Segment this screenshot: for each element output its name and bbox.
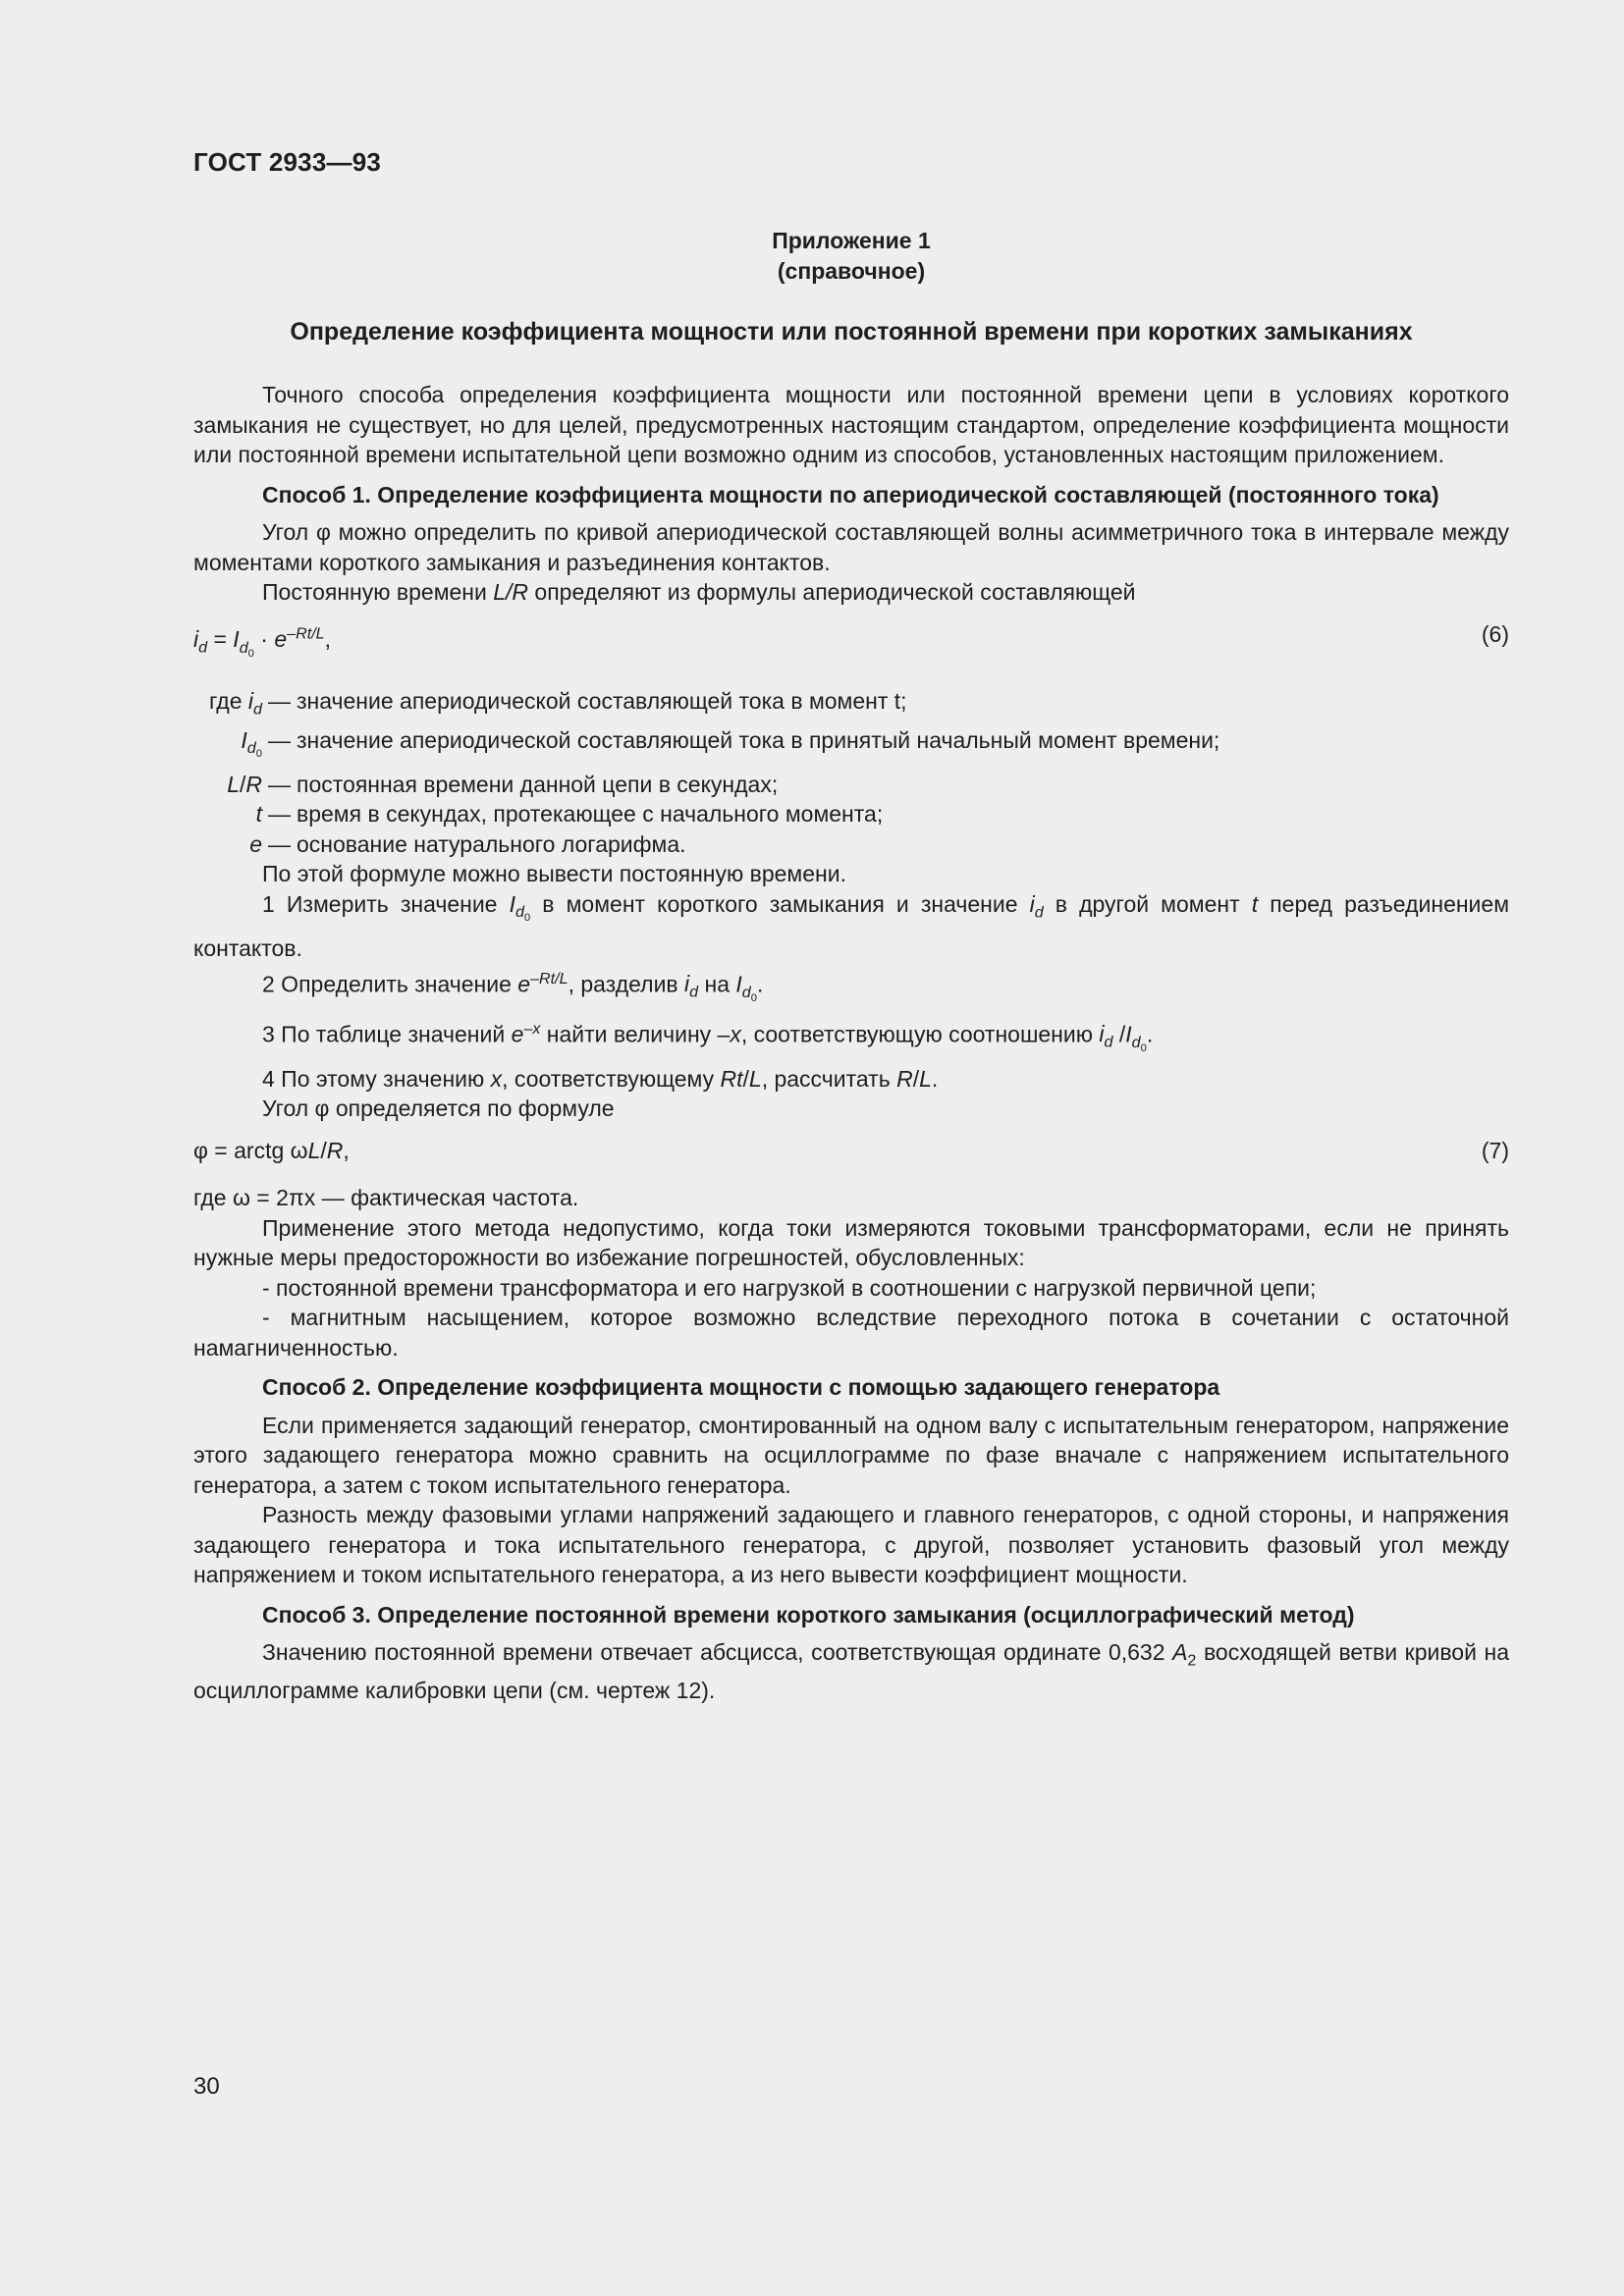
step-2: 2 Определить значение $e^{-Rt/L}$, разделив $i_d$ на $I_{d_0}$. (262, 969, 764, 1005)
definition-row: t — время в секундах, протекающее с начального момента; (193, 799, 1509, 829)
definition-row: $I_{d_0}$ — значение апериодической составляющей тока в принятый начальный момент времени; (193, 725, 1509, 770)
bullet-item: - постоянной времени трансформатора и его нагрузкой в соотношении с нагрузкой первичной цепи; (262, 1274, 1317, 1301)
definition-symbol: L/R (227, 771, 262, 797)
intro-paragraph: Точного способа определения коэффициента мощности или постоянной времени цепи в условиях короткого замыкания не существует, но для целей, предусмотренных настоящим стандартом, определение коэффициента мощности или постоянной времени испытательной цепи возможно одним из способов, установленных настоящим приложением. (193, 382, 1509, 467)
definition-row: e — основание натурального логарифма. (193, 829, 1509, 860)
definitions-list (193, 686, 1509, 859)
formula-7 (193, 1136, 1509, 1166)
definition-row: где $i_d$ — значение апериодической составляющей тока в момент t; (193, 686, 1509, 724)
definition-text: время в секундах, протекающее с начального момента; (297, 801, 884, 828)
definition-text: основание натурального логарифма. (297, 830, 686, 857)
step-1: 1 Измерить значение $I_{d_0}$ в момент короткого замыкания и значение $i_d$ в другой момент t перед разъединением контактов. (193, 890, 1510, 962)
formula-6-expression: $i_d = I_{d_0} \cdot e^{-Rt/L}$, (193, 624, 332, 660)
method1-paragraph-1: Угол φ можно определить по кривой апериодической составляющей волны асимметричного тока в интервале между моментами короткого замыкания и разъединения контактов. (193, 519, 1509, 575)
formula-7-number: (7) (1481, 1137, 1509, 1163)
bullet-item: - магнитным насыщением, которое возможно вследствие переходного потока в сочетании с остаточной намагниченностью. (193, 1305, 1509, 1361)
method2-heading: Способ 2. Определение коэффициента мощности с помощью задающего генератора (262, 1374, 1220, 1401)
method2-paragraph-2: Разность между фазовыми углами напряжений задающего и главного генераторов, с одной стороны, и напряжения задающего генератора и тока испытательного генератора, с другой, позволяет установить фазовый угол между напряжением и током испытательного генератора, а из него вывести коэффициент мощности. (193, 1502, 1509, 1588)
formula-6 (193, 619, 1509, 669)
step-3: 3 По таблице значений $e^{-x}$ найти величину –x, соответствующую соотношению $i_d$ $/I_{d_0}$. (262, 1019, 1154, 1055)
formula-7-expression: φ = arctg ωL/R, (193, 1137, 350, 1163)
definition-symbol: t (255, 801, 262, 828)
definition-symbol: $I_{d_0}$ (241, 726, 262, 761)
method1-paragraph-2: Постоянную времени L/R определяют из формулы апериодической составляющей (262, 579, 1136, 605)
definition-symbol: e (249, 830, 262, 857)
omega-definition: где ω = 2πx — фактическая частота. (193, 1185, 579, 1211)
derive-intro: По этой формуле можно вывести постоянную времени. (262, 861, 846, 887)
warning-paragraph: Применение этого метода недопустимо, когда токи измеряются токовыми трансформаторами, если не принять нужные меры предосторожности во избежание погрешностей, обусловленных: (193, 1214, 1509, 1271)
appendix-type: (справочное) (777, 258, 926, 284)
formula-6-number: (6) (1481, 620, 1509, 647)
method2-paragraph-1: Если применяется задающий генератор, смонтированный на одном валу с испытательным генератором, напряжение этого задающего генератора можно сравнить на осциллограмме по фазе вначале с напряжением испытательного генератора, а затем с током испытательного генератора. (193, 1412, 1509, 1498)
document-body (193, 380, 1509, 1706)
definition-symbol: где $i_d$ (208, 688, 262, 720)
angle-intro: Угол φ определяется по формуле (262, 1095, 615, 1122)
appendix-heading (193, 226, 1509, 287)
definition-text: значение апериодической составляющей тока в момент t; (297, 688, 907, 715)
document-code: ГОСТ 2933—93 (193, 147, 382, 177)
method3-heading: Способ 3. Определение постоянной времени короткого замыкания (осциллографический метод) (262, 1601, 1355, 1628)
definition-text: постоянная времени данной цепи в секундах; (297, 771, 779, 797)
step-4: 4 По этому значению x, соответствующему Rt/L, рассчитать R/L. (262, 1065, 939, 1092)
appendix-number: Приложение 1 (772, 228, 931, 253)
definition-row: L/R — постоянная времени данной цепи в секундах; (193, 770, 1509, 800)
page-title: Определение коэффициента мощности или постоянной времени при коротких замыканиях (290, 318, 1413, 346)
method3-paragraph-1: Значению постоянной времени отвечает абсцисса, соответствующая ординате 0,632 $A_2$ восходящей ветви кривой на осциллограмме калибровки цепи (см. чертеж 12). (193, 1639, 1509, 1704)
page-number: 30 (193, 2073, 220, 2100)
definition-text: значение апериодической составляющей тока в принятый начальный момент времени; (297, 726, 1220, 753)
method1-heading: Способ 1. Определение коэффициента мощности по апериодической составляющей (постоянного тока) (262, 481, 1439, 507)
